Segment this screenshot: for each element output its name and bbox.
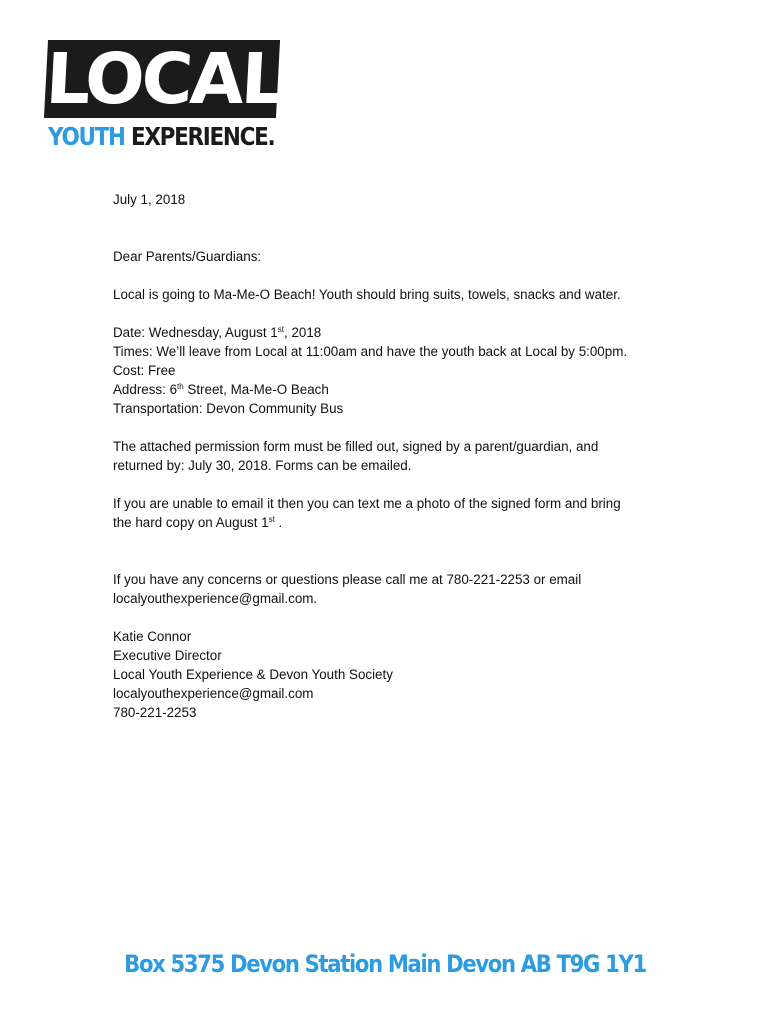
event-date xyxy=(113,323,673,342)
event-date-sup: st xyxy=(277,325,284,334)
signature-name: Katie Connor xyxy=(113,629,192,644)
contact-paragraph-line-1: If you have any concerns or questions please call me at 780-221-2253 or email xyxy=(113,572,582,587)
event-date-prefix: Date: Wednesday, August 1 xyxy=(113,325,278,340)
email-paragraph-line-2 xyxy=(113,513,673,532)
event-cost: Cost: Free xyxy=(113,363,176,378)
letter-date: July 1, 2018 xyxy=(113,192,186,207)
event-address-suffix: Street, Ma-Me-O Beach xyxy=(183,382,329,397)
form-paragraph-line-2: returned by: July 30, 2018. Forms can be emailed. xyxy=(113,458,412,473)
signature-title: Executive Director xyxy=(113,648,222,663)
footer-address: Box 5375 Devon Station Main Devon AB T9G 1Y1 xyxy=(124,950,646,978)
logo-local-wordmark: LOCAL xyxy=(43,38,285,120)
intro-paragraph: Local is going to Ma-Me-O Beach! Youth should bring suits, towels, snacks and water. xyxy=(113,287,621,302)
letter-body xyxy=(113,190,673,722)
salutation: Dear Parents/Guardians: xyxy=(113,249,262,264)
signature-email: localyouthexperience@gmail.com xyxy=(113,686,314,701)
event-date-suffix: , 2018 xyxy=(284,325,322,340)
form-paragraph-line-1: The attached permission form must be filled out, signed by a parent/guardian, and xyxy=(113,439,599,454)
signature-phone: 780-221-2253 xyxy=(113,705,197,720)
email-line-sup: st xyxy=(268,515,275,524)
logo-experience-text: EXPERIENCE. xyxy=(130,122,275,151)
logo xyxy=(43,38,286,151)
email-line-suffix: . xyxy=(274,515,283,530)
event-address-sup: th xyxy=(177,382,184,391)
event-address-prefix: Address: 6 xyxy=(113,382,178,397)
event-address xyxy=(113,380,673,399)
event-transportation: Transportation: Devon Community Bus xyxy=(113,401,344,416)
logo-youth-text: YOUTH xyxy=(48,122,125,151)
logo-youth-experience xyxy=(48,120,274,154)
email-paragraph-line-1: If you are unable to email it then you can text me a photo of the signed form and bring xyxy=(113,496,621,511)
event-times: Times: We’ll leave from Local at 11:00am and have the youth back at Local by 5:00pm. xyxy=(113,344,628,359)
signature-org: Local Youth Experience & Devon Youth Society xyxy=(113,667,393,682)
email-line-prefix: the hard copy on August 1 xyxy=(113,515,269,530)
contact-paragraph-line-2: localyouthexperience@gmail.com. xyxy=(113,591,318,606)
